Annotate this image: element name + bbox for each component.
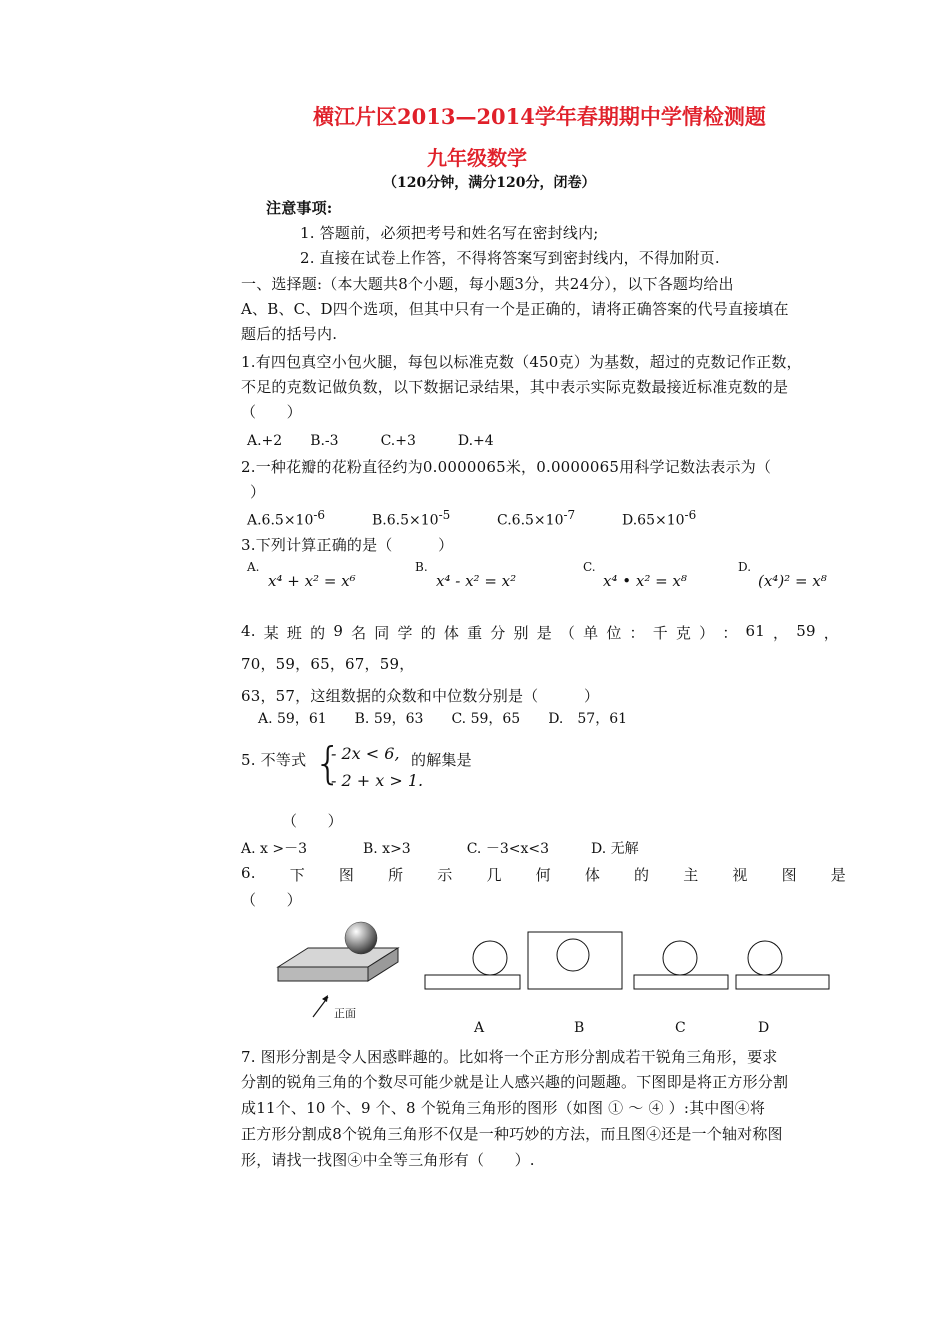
option-c-figure [634,941,728,989]
q3-a-expr: x⁴ + x² = x⁶ [268,572,356,590]
q5-paren: （ ） [282,812,343,830]
q2-option-d: $D.65\times 10^{-6}$ [622,508,697,529]
q6-label-a: A [474,1020,485,1036]
q5-suffix: 的解集是 [411,751,472,769]
q3-d-label: D. [738,560,752,574]
q7-line3: 成11个、10 个、9 个、8 个锐角三角形的图形（如图 ① ～ ④ ）:其中图④将 [241,1099,766,1117]
notes-item-1: 1. 答题前，必须把考号和姓名写在密封线内; [300,224,599,242]
q2-line2: ） [250,483,266,501]
exam-title: 横江片区2013—2014学年春期期中学情检测题 [313,104,766,129]
q4-line3: 63，57，这组数据的众数和中位数分别是（ ） [241,687,600,705]
q2-option-a: $A.6.5\times 10^{-6}$ [247,508,326,529]
option-d-figure [736,941,829,989]
front-arrow [313,995,328,1017]
q7-line1: 7. 图形分割是令人困惑畔趣的。比如将一个正方形分割成若干锐角三角形，要求 [241,1048,778,1066]
q6-label-c: C [675,1020,686,1036]
q5-inequality-1: - 2x < 6, [331,744,400,763]
q3-b-expr: x⁴ - x² = x² [436,572,517,590]
exam-meta: （120分钟，满分120分，闭卷） [383,175,596,191]
q2-line1: 2.一种花瓣的花粉直径约为0.0000065米，0.0000065用科学记数法表示为（ [241,458,772,476]
q1-line1: 1.有四包真空小包火腿，每包以标准克数（450克）为基数，超过的克数记作正数， [241,353,802,371]
notes-heading: 注意事项: [266,199,333,217]
section1-line1: 一、选择题:（本大题共8个小题，每小题3分，共24分），以下各题均给出 [241,275,734,293]
q3-b-label: B. [415,560,428,574]
q5-brace: { [314,738,342,789]
q5-options: A. x >－3 B. x>3 C. －3<x<3 D. 无解 [241,841,639,857]
q7-line2: 分割的锐角三角的个数尽可能少就是让人感兴趣的问题趣。下图即是将正方形分割 [241,1073,789,1091]
q4-options: A. 59，61 B. 59，63 C. 59，65 D. 57，61 [258,711,628,727]
section1-line2: A、B、C、D四个选项，但其中只有一个是正确的，请将正确答案的代号直接填在 [241,300,789,318]
q5-prefix: 5. 不等式 [241,751,307,769]
q6-paren: （ ） [241,891,302,909]
q4-line1: 4. 某 班 的 9 名 同 学 的 体 重 分 别 是 （ 单 位 ： 千 克 ） ： 61 ， 59 ， [241,622,839,642]
q3-c-label: C. [583,560,596,574]
notes-item-2: 2. 直接在试卷上作答，不得将答案写到密封线内，不得加附页. [300,249,720,267]
solid-figure [278,922,398,981]
q7-line4: 正方形分割成8个锐角三角形不仅是一种巧妙的方法，而且图④还是一个轴对称图 [241,1125,783,1143]
q2-option-b: $B.6.5\times 10^{-5}$ [372,508,451,529]
q5-inequality-2: - 2 + x > 1. [331,771,424,790]
q6-stem: 6. 下 图 所 示 几 何 体 的 主 视 图 是 [241,864,846,884]
q4-line2: 70，59，65，67，59， [241,655,415,673]
q6-label-b: B [574,1020,585,1036]
q3-a-label: A. [247,560,260,574]
q1-line2: 不足的克数记做负数，以下数据记录结果，其中表示实际克数最接近标准克数的是 [241,378,789,396]
q6-label-d: D [758,1020,770,1036]
q2-option-c: $C.6.5\times 10^{-7}$ [497,508,576,529]
option-b-figure [528,932,622,989]
q7-line5: 形，请找一找图④中全等三角形有（ ）. [241,1151,535,1169]
section1-line3: 题后的括号内. [241,325,338,343]
q3-c-expr: x⁴ • x² = x⁸ [603,572,687,590]
exam-subtitle: 九年级数学 [427,146,527,170]
q1-options: A.+2 B.-3 C.+3 D.+4 [247,433,494,449]
q1-line3: （ ） [241,403,302,421]
q3-d-expr: (x⁴)² = x⁸ [758,572,827,590]
q3-stem: 3.下列计算正确的是（ ） [241,536,454,554]
option-a-figure [425,941,520,989]
front-label: 正面 [334,1007,356,1020]
